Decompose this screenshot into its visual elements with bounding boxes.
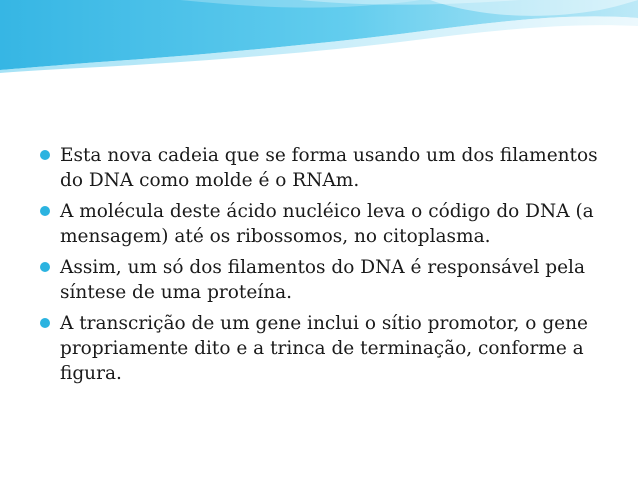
bullet-item <box>40 199 605 249</box>
bullet-text: Assim, um só dos filamentos do DNA é responsável pela síntese de uma proteína. <box>60 257 586 303</box>
bullet-item <box>40 311 605 386</box>
bullet-dot-icon <box>40 150 50 160</box>
header-wave-decoration <box>0 0 638 80</box>
bullet-content <box>40 143 605 392</box>
bullet-text: A transcrição de um gene inclui o sítio promotor, o gene propriamente dito e a trinca de terminação, conforme a figura. <box>60 313 588 384</box>
bullet-item <box>40 255 605 305</box>
bullet-list <box>40 143 605 386</box>
bullet-dot-icon <box>40 262 50 272</box>
bullet-text: A molécula deste ácido nucléico leva o código do DNA (a mensagem) até os ribossomos, no citoplasma. <box>60 201 594 247</box>
bullet-item <box>40 143 605 193</box>
bullet-text: Esta nova cadeia que se forma usando um dos filamentos do DNA como molde é o RNAm. <box>60 145 598 191</box>
bullet-dot-icon <box>40 318 50 328</box>
bullet-dot-icon <box>40 206 50 216</box>
